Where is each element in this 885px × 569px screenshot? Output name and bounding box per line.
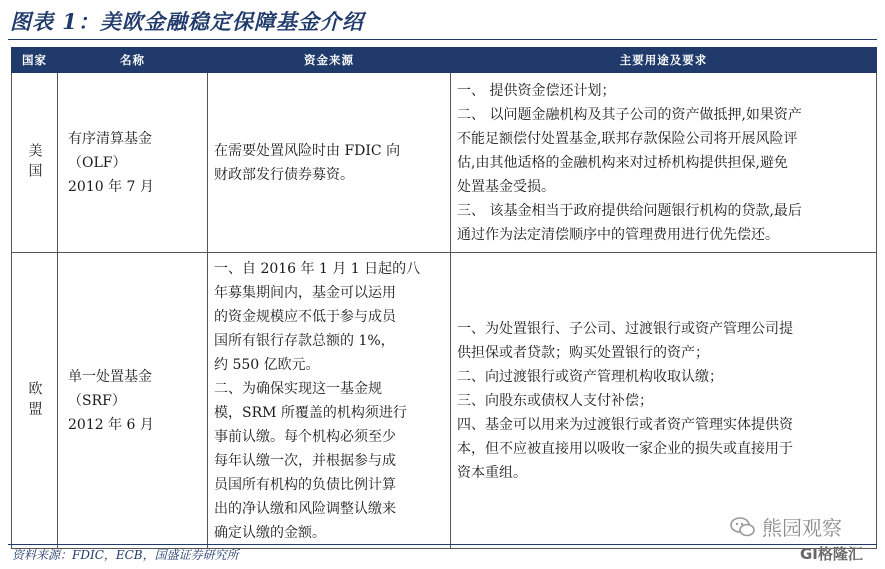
brand-logo: GI格隆汇 [800, 545, 863, 563]
usage-cell-line: 本，但不应被直接用以吸收一家企业的损失或直接用于 [457, 440, 793, 457]
funding-source-cell-line: 员国所有机构的负债比例计算 [214, 476, 396, 493]
fund-name-cell-line: 单一处置基金 [68, 368, 152, 385]
watermark-text: 熊园观察 [762, 516, 842, 540]
fund-name-cell [58, 253, 208, 549]
funding-source-cell-line: 确定认缴的金额。 [214, 524, 326, 541]
fund-name-cell-line: 2010 年 7 月 [68, 178, 154, 195]
funding-source-cell-line: 二、为确保实现这一基金规 [214, 380, 382, 397]
funding-source-cell-line: 在需要处置风险时由 FDIC 向 [214, 142, 401, 159]
usage-cell [451, 73, 877, 253]
fund-name-cell [58, 73, 208, 253]
country-cell: 欧盟 [12, 253, 58, 549]
funding-source-cell-line: 一、自 2016 年 1 月 1 日起的八 [214, 260, 421, 277]
table-row [12, 73, 877, 253]
usage-cell-line: 三、向股东或债权人支付补偿； [457, 392, 653, 409]
usage-cell-line: 资本重组。 [457, 464, 527, 481]
funding-source-cell-line: 的资金规模应不低于参与成员 [214, 308, 396, 325]
fund-name-cell-line: 2012 年 6 月 [68, 416, 154, 433]
source-note: 资料来源：FDIC，ECB，国盛证券研究所 [12, 548, 239, 562]
usage-cell-line: 一、 提供资金偿还计划； [457, 82, 616, 99]
header-source: 资金来源 [208, 48, 451, 73]
country-cell: 美国 [12, 73, 58, 253]
usage-cell-line: 三、 该基金相当于政府提供给问题银行机构的贷款,最后 [457, 202, 802, 219]
usage-cell-line: 通过作为法定清偿顺序中的管理费用进行优先偿还。 [457, 226, 779, 243]
table-header-row [12, 48, 877, 73]
fund-name-cell-line: 有序清算基金 [68, 130, 152, 147]
funding-source-cell-line: 年募集期间内，基金可以运用 [214, 284, 396, 301]
usage-cell-line: 一、为处置银行、子公司、过渡银行或资产管理公司提 [457, 320, 793, 337]
wechat-icon [730, 516, 756, 538]
figure-title: 图表 1：美欧金融稳定保障基金介绍 [10, 9, 364, 34]
funding-source-cell-line: 财政部发行债券募资。 [214, 166, 354, 183]
usage-cell-line: 四、基金可以用来为过渡银行或者资产管理实体提供资 [457, 416, 793, 433]
usage-cell-line: 估,由其他适格的金融机构来对过桥机构提供担保,避免 [457, 154, 788, 171]
header-country: 国家 [12, 48, 58, 73]
usage-cell-line: 不能足额偿付处置基金,联邦存款保险公司将开展风险评 [457, 130, 798, 147]
fund-name-cell-line: （SRF） [68, 392, 126, 409]
funding-source-cell [208, 73, 451, 253]
usage-cell [451, 253, 877, 549]
header-usage: 主要用途及要求 [451, 48, 877, 73]
fund-comparison-table [11, 47, 877, 549]
funding-source-cell-line: 每年认缴一次，并根据参与成 [214, 452, 396, 469]
funding-source-cell-line: 国所有银行存款总额的 1%， [214, 332, 395, 349]
usage-cell-line: 供担保或者贷款；购买处置银行的资产； [457, 344, 709, 361]
watermark [730, 512, 842, 541]
title-divider [8, 39, 877, 40]
fund-name-cell-line: （OLF） [68, 154, 127, 171]
usage-cell-line: 二、向过渡银行或资产管理机构收取认缴； [457, 368, 723, 385]
usage-cell-line: 处置基金受损。 [457, 178, 555, 195]
usage-cell-line: 二、 以问题金融机构及其子公司的资产做抵押,如果资产 [457, 106, 802, 123]
table-row [12, 253, 877, 549]
funding-source-cell-line: 事前认缴。每个机构必须至少 [214, 428, 396, 445]
funding-source-cell [208, 253, 451, 549]
funding-source-cell-line: 约 550 亿欧元。 [214, 356, 320, 373]
source-divider [8, 544, 877, 545]
funding-source-cell-line: 模，SRM 所覆盖的机构须进行 [214, 404, 407, 421]
funding-source-cell-line: 出的净认缴和风险调整认缴来 [214, 500, 396, 517]
header-name: 名称 [58, 48, 208, 73]
